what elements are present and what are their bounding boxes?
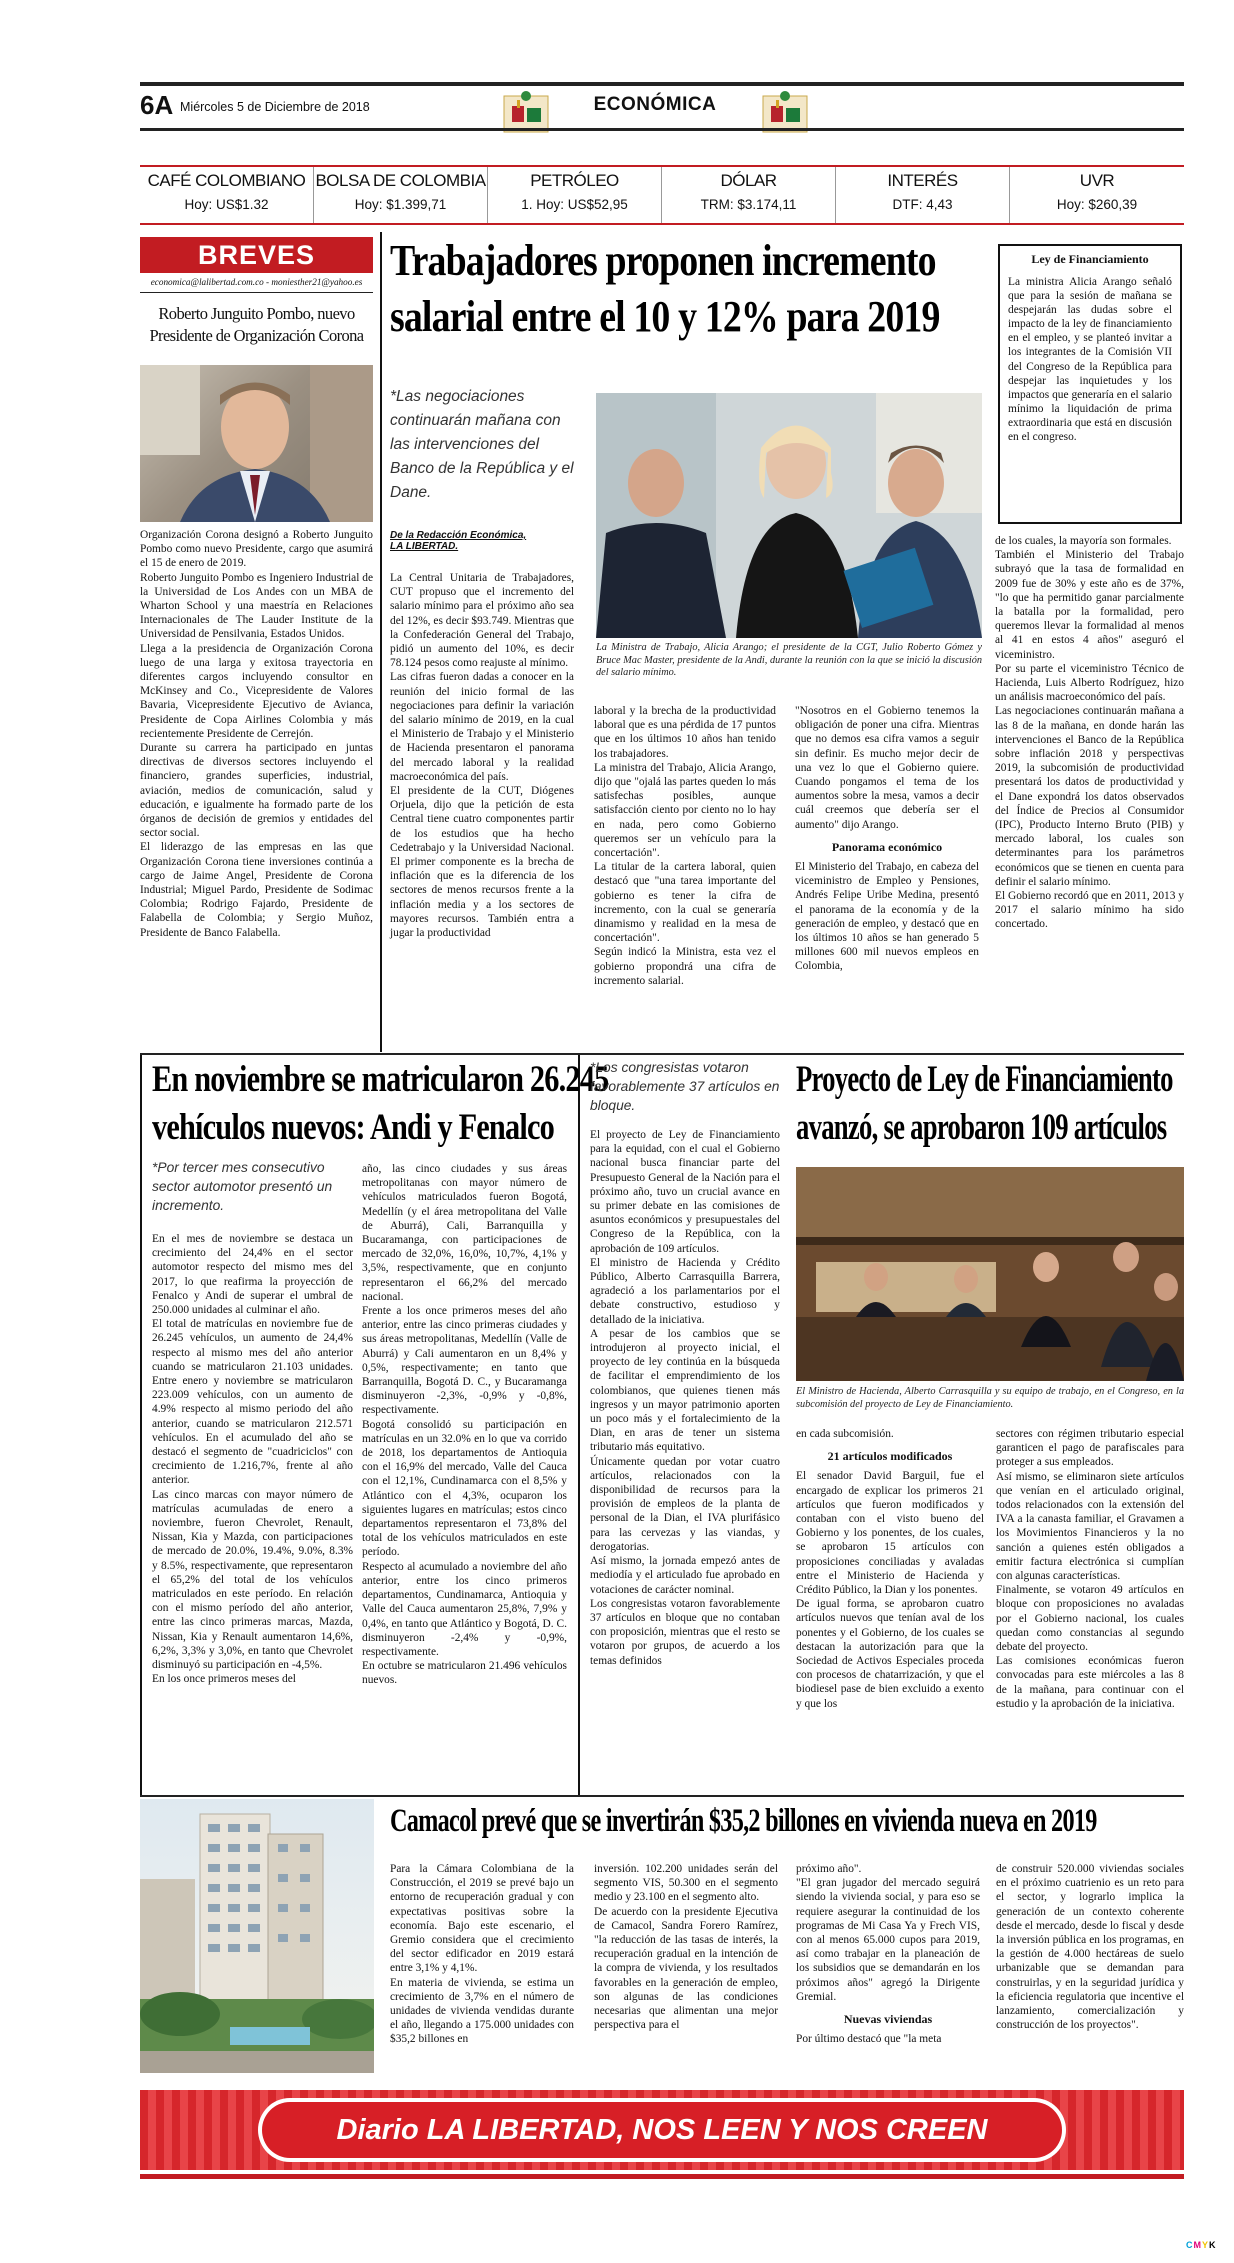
market-interes: INTERÉS DTF: 4,43 xyxy=(836,167,1010,223)
section-rule xyxy=(140,1053,1184,1055)
story1-caption: La Ministra de Trabajo, Alicia Arango; el presidente de la CGT, Julio Roberto Gómez y Bruce Mac Master, presidente de la Andi, durante la reunión con la que se inició la discusión del salario mínimo. xyxy=(596,642,982,678)
promo-banner xyxy=(140,2090,1184,2170)
breves-email[interactable]: economica@lalibertad.com.co - moniesther21@yahoo.es xyxy=(150,277,363,287)
banner-pill xyxy=(258,2098,1066,2162)
story1-byline: De la Redacción Económica, LA LIBERTAD. xyxy=(390,530,527,552)
section-rule xyxy=(140,1795,1184,1797)
column-divider xyxy=(578,1055,580,1795)
page-number: 6A xyxy=(140,90,174,120)
story3-subhead: 21 artículos modificados xyxy=(827,1449,953,1464)
header-rule xyxy=(140,128,1184,131)
story2-headline-1: En noviembre se matricularon 26.245 xyxy=(152,1059,609,1100)
breves-body: Organización Corona designó a Roberto Junguito Pombo como nuevo Presidente, cargo que asumirá el 15 de enero de 2019. Roberto Junguito Pombo es Ingeniero Industrial de la Universidad de Los Andes con un MBA de Wharton School y una maestría en Relaciones Internacionales de The Lauder Institute de la Universidad de Pensilvania, Estados Unidos. Llega a la presidencia de Organización Corona luego de una larga y exitosa trayectoria en diferentes cargos incluyendo consultor en McKinsey and Co., Vicepresidente de Valores Bavaria, Vicepresidente Ejecutivo de Avianca, Presidente de Copa Airlines Colombia y más recientemente Presidente de Cerrejón. Durante su carrera ha participado en juntas directivas de diversos sectores incluyendo el financiero, grandes superficies, industrial, aviación, medios de comunicación, salud y educación, e igualmente ha formado parte de los órganos de decisión de gremios y entidades del sector social. El liderazgo de las empresas en las que Organización Corona tiene inversiones continúa a cargo de Jaime Angel, Presidente de Corona Industrial; Miguel Pardo, Presidente de Sodimac Colombia; Rodrigo Fajardo, Presidente de Falabella de Colombia; y Sergio Muñoz, Presidente de Banco Falabella. xyxy=(140,529,373,939)
story3-dek: *Los congresistas votaron favorablemente 37 artículos en bloque. xyxy=(590,1060,780,1113)
column-divider xyxy=(140,1055,142,1795)
story4-column-4: de construir 520.000 viviendas sociales en el próximo cuatrienio es un reto para el sector, y lograrlo implica la generación de un contexto coherente desde el mercado, desde lo fiscal y desde la inversión pública en los programas, en la gestión de 4.000 hectáreas de suelo urbanizable que se demandan para construirlas, y en la seguridad jurídica y la eficiencia regulatoria que incentive el lanzamiento, comercialización y construcción de los proyectos". xyxy=(996,1863,1184,2032)
story2-headline-2: vehículos nuevos: Andi y Fenalco xyxy=(152,1107,554,1148)
story2-column-2: año, las cinco ciudades y sus áreas metropolitanas con mayor número de vehículos matriculados fueron Bogotá, Medellín (y el área metropolitana del Valle de Aburrá), Cali, Barranquilla y Bucaramanga, con participaciones de mercado de 32,0%, 16,0%, 10,7%, 4,1% y 3,5%, respectivamente, que en conjunto representaron el 66,2% del mercado nacional. Frente a los once primeros meses del año anterior, entre las cinco primeras ciudades y sus áreas metropolitanas, Medellín (Valle de Aburrá) y Cali aumentaron en un 8,4% y 0,5%, respectivamente; en tanto que Barranquilla, Bogotá D. C., y Bucaramanga disminuyeron -2,3%, -0,9% y -0,8%, respectivamente. Bogotá consolidó su participación en matrículas en un 32.0% en lo que va corrido de 2018, los departamentos de Antioquia con el 16,9% del mercado, Valle del Cauca con el 12,1%, Cundinamarca con el 8,5% y Atlántico con el 4,3%, ocuparon los siguientes lugares en matrículas; estos cinco departamentos representaron el 73,8% del total de los vehículos matriculados en este período. Respecto al acumulado a noviembre del año anterior, entre los cinco primeros departamentos, Cundinamarca, Antioquia y Valle del Cauca aumentaron 25,8%, 7,9% y 0,4%, en tanto que Atlántico y Bogotá, D. C. disminuyeron -2,4% y -0,9%, respectivamente. En octubre se matricularon 21.496 vehículos nuevos. xyxy=(362,1163,567,1687)
box-body: La ministra Alicia Arango señaló que para la sesión de mañana se despejarán las dudas sobre el impacto de la ley de financiamiento en el empleo, y se planteó invitar a los integrantes de la Comisión VII del Congreso de la República para despejar las inquietudes y los impactos que generaría en el salario mínimo la liquidación de prima extraordinaria que está en discusión en el congreso. xyxy=(1008,276,1172,444)
breves-title: Roberto Junguito Pombo, nuevo Presidente de Organización Corona xyxy=(149,304,364,345)
box-title: Ley de Financiamiento xyxy=(1031,252,1149,266)
story1-headline-1: Trabajadores proponen incremento xyxy=(390,236,936,285)
story4-headline: Camacol prevé que se invertirán $35,2 billones en vivienda nueva en 2019 xyxy=(390,1803,1097,1839)
story1-subhead: Panorama económico xyxy=(831,839,943,854)
market-indicators xyxy=(140,165,1184,225)
market-bolsa: BOLSA DE COLOMBIA Hoy: $1.399,71 xyxy=(314,167,488,223)
bottom-rule xyxy=(140,2174,1184,2179)
story4-column-2: inversión. 102.200 unidades serán del segmento VIS, 50.300 en el segmento medio y 23.100 en el segmento alto. De acuerdo con la presidente Ejecutiva de Camacol, Sandra Forero Ramírez, "la reducción de las tasas de interés, la recuperación gradual en la intención de la compra de vivienda, y los resultados favorables en la generación de empleo, son algunas de las condiciones necesarias que alimentan una mejor perspectiva para el xyxy=(594,1863,778,2032)
top-rule xyxy=(140,82,1184,86)
building-photo xyxy=(140,1799,374,2073)
banner-text: Diario LA LIBERTAD, NOS LEEN Y NOS CREEN xyxy=(262,2102,1062,2158)
section-title: ECONÓMICA xyxy=(593,94,717,115)
story1-column-2: laboral y la brecha de la productividad laboral que es una pérdida de 17 puntos que en los últimos 10 años han tenido los trabajadores. La ministra del Trabajo, Alicia Arango, dijo que "ojalá las partes queden lo más satisfechas posibles, aunque satisfacción ciento por ciento no lo hay en nada, pero como Gobierno queremos ser un vehículo para la concertación". La titular de la cartera laboral, quien destacó que "una tarea importante del gobierno es tener la cifra de incremento, con la cual se generaría dinamismo y realidad en la mesa de concertación". Según indicó la Ministra, esta vez el gobierno propondrá una cifra de incremento salarial. xyxy=(594,705,776,987)
story2-dek: *Por tercer mes consecutivo sector automotor presentó un incremento. xyxy=(152,1160,333,1213)
story1-column-1: La Central Unitaria de Trabajadores, CUT propuso que el incremento del salario mínimo para el próximo año sea del 12%, es decir $93.749. Mientras que la Confederación General del Trabajo, pidió un aumento del 10%, es decir 78.124 pesos como reajuste al mínimo. Las cifras fueron dadas a conocer en la reunión del inicio formal de las negociaciones para definir la variación del salario mínimo de 2019, en la cual el Ministerio de Trabajo y el Ministerio de Hacienda presentaron el panorama del mercado laboral y la realidad macroeconómica del país. El presidente de la CUT, Diógenes Orjuela, dijo que la petición de esta Central tiene cuatro componentes partir de los estudios que ha hecho Cedetrabajo y la Universidad Nacional. El primer componente es la brecha de inflación que es la diferencia de los sectores de menos recursos frente a la inflación media y a los sectores de mayores recursos. También entra a jugar la productividad xyxy=(390,572,574,940)
story4-subhead: Nuevas viviendas xyxy=(843,2012,933,2027)
page-date: Miércoles 5 de Diciembre de 2018 xyxy=(180,100,370,114)
story1-headline-2: salarial entre el 10 y 12% para 2019 xyxy=(390,292,940,341)
market-dolar: DÓLAR TRM: $3.174,11 xyxy=(662,167,836,223)
market-cafe: CAFÉ COLOMBIANO Hoy: US$1.32 xyxy=(140,167,314,223)
congress-photo xyxy=(796,1167,1184,1381)
column-divider xyxy=(380,232,382,1052)
junguito-photo xyxy=(140,365,373,522)
story1-column-4: de los cuales, la mayoría son formales. También el Ministerio del Trabajo subrayó que la tasa de formalidad en 2009 fue de 30% y este año es de 37%, "lo que ha permitido ganar parcialmente la batalla por la formalidad, pero queremos llevar la formalidad al menos al 41 en estos 4 años" aseguró el viceministro. Por su parte el viceministro Técnico de Hacienda, Luis Alberto Rodríguez, hizo un análisis macroeconómico del país. Las negociaciones continuarán mañana a las 8 de la mañana, en donde harán las intervenciones el Banco de la República sobre inflación 2018 y perspectivas 2019, la subcomisión de productividad presentará los datos de productividad y el Dane expondrá los datos observados del Índice de Precios al Consumidor (IPC), Producto Interno Bruto (PIB) y mercado laboral, los cuales son determinantes para los parámetros económicos que se tienen en cuenta para definir el salario mínimo. El Gobierno recordó que en 2011, 2013 y 2017 el salario mínimo ha sido concertado. xyxy=(995,535,1184,931)
ley-financiamiento-box xyxy=(998,244,1182,524)
story4-column-3: próximo año". "El gran jugador del mercado seguirá siendo la vivienda social, y para eso se requiere asegurar la continuidad de los programas de Mi Casa Ya y Frech VIS, con al menos 65.000 cupos para 2019, así como trabajar en la planeación de los subsidios que se demandarán en los próximos años" agregó la Dirigente Gremial. Nuevas viviendas Por último destacó que "la meta xyxy=(796,1863,980,2046)
story2-column-1: En el mes de noviembre se destaca un crecimiento del 24,4% en el sector automotor respecto del mismo mes del 2017, lo que reafirma la proyección de Fenalco y Andi de superar el umbral de 250.000 unidades al culminar el año. El total de matrículas en noviembre fue de 26.245 vehículos, un aumento de 24,4% respecto al mismo mes del año anterior cuando se matricularon 21.103 unidades. Entre enero y noviembre se matricularon 223.009 vehículos, con un aumento de 4.9% respecto al mismo periodo del año anterior, cuando se matricularon 212.571 vehículos. En el acumulado del año se destacó el segmento de "cuadriciclos" con crecimiento de 1.216,7%, frente al año anterior. Las cinco marcas con mayor número de matrículas acumuladas de enero a noviembre, fueron Chevrolet, Renault, Nissan, Kia y Mazda, con participaciones de mercado de 20.0%, 19.4%, 9.0%, 8.3% y 8.5%, respectivamente, que representaron el 65,2% del total de los vehículos matriculados en este período. En relación con el mismo período del año anterior, entre las cinco primeras marcas, Mazda, Nissan, Kia y Renault aumentaron 14,6%, 6,2%, 3,3% y 3,0%, en tanto que Chevrolet disminuyó su participación en -4,5%. En los once primeros meses del xyxy=(152,1233,353,1686)
story3-column-3: sectores con régimen tributario especial garanticen el pago de parafiscales para proteger a sus empleados. Así mismo, se eliminaron siete artículos que venían en el articulado original, todos relacionados con la extensión del IVA a la canasta familiar, el Gravamen a los Movimientos Financieros y la no sanción a quienes estén obligados a emitir factura electrónica si cumplían con algunas características. Finalmente, se votaron 49 artículos en bloque con proposiciones no avaladas por el Gobierno nacional, los cuales quedan como constancias al segundo debate del proyecto. Las comisiones económicas fueron convocadas para este miércoles a las 8 de la mañana, para continuar con el estudio y la aprobación de la iniciativa. xyxy=(996,1428,1184,1710)
market-uvr: UVR Hoy: $260,39 xyxy=(1056,171,1138,212)
story3-column-1: El proyecto de Ley de Financiamiento para la equidad, con el cual el Gobierno nacional busca financiar parte del Presupuesto General de la Nación para el próximo año, tuvo un crucial avance en su primer debate en las comisiones de asuntos económicos y presupuestales del Congreso de la República, con la aprobación de 109 artículos. El ministro de Hacienda y Crédito Público, Alberto Carrasquilla Barrera, agradeció a los parlamentarios por el debate constructivo, estudioso y detallado de la iniciativa. A pesar de los cambios que se introdujeron al proyecto inicial, el proyecto de ley continúa en la búsqueda de facilitar el emprendimiento de los colombianos, que quienes tienen más ingresos y un mayor patrimonio aporten un poco más y el fortalecimiento de la Dian, en aras de tener un sistema tributario más equitativo. Únicamente quedan por votar cuatro artículos, relacionados con la disponibilidad de recursos para la provisión de empleos de la planta de personal de la Dian, el IVA plurifásico para las cervezas y las viandas, y derogatorias. Así mismo, la jornada empezó antes de mediodía y el articulado fue aprobado en votaciones de carácter nominal. Los congresistas votaron favorablemente 37 artículos en bloque que no contaban con proposición, mientras que el resto se votaron por grupos, de acuerdo a los temas definidos xyxy=(590,1129,780,1667)
breves-rule xyxy=(140,292,373,293)
story3-headline-2: avanzó, se aprobaron 109 artículos xyxy=(796,1107,1167,1148)
story4-column-1: Para la Cámara Colombiana de la Construcción, el 2019 se prevé bajo un entorno de recuperación gradual y con expectativas positivas sobre la economía. Bajo este escenario, el Gremio considera que el crecimiento del sector edificador en 2019 estará entre 3,1% y 4,1%. En materia de vivienda, se estima un crecimiento de 3,7% en el número de unidades de vivienda vendidas durante el año, llegando a 175.000 unidades con $35,2 billones en xyxy=(390,1863,574,2046)
story1-dek: *Las negociaciones continuarán mañana con las intervenciones del Banco de la República y el Dane. xyxy=(390,388,574,501)
negotiation-photo xyxy=(596,393,982,638)
story3-headline-1: Proyecto de Ley de Financiamiento xyxy=(796,1059,1173,1100)
breves-label: BREVES xyxy=(140,237,373,273)
story3-column-2: en cada subcomisión. 21 artículos modificados El senador David Barguil, fue el encargado de explicar los primeros 21 artículos que fueron modificados y contaban con el visto bueno del Gobierno y los ponentes, de los cuales, se aprobaron 15 artículos con proposiciones conciliadas y avaladas entre el Ministerio de Hacienda y Crédito Público, la Dian y los ponentes. De igual forma, se aprobaron cuatro artículos nuevos que tenían aval de los ponentes y el Gobierno, de los cuales se destacan la autorización para que la Sociedad de Activos Especiales proceda con procesos de chatarrización, y que el biodiesel pase de bien excluido a exento y que los xyxy=(796,1428,984,1710)
market-petroleo: PETRÓLEO 1. Hoy: US$52,95 xyxy=(488,167,662,223)
story1-column-3: "Nosotros en el Gobierno tenemos la obligación de poner una cifra. Mientras que no demos esa cifra vamos a seguir sin definir. Es mucho mejor decir de una vez lo que el Gobierno quiere. Cuando pongamos el tema de los aumentos sobre la mesa, vamos a decir cuál creemos que debería ser el aumento" dijo Arango. Panorama económico El Ministerio del Trabajo, en cabeza del viceministro de Empleo y Pensiones, Andrés Felipe Uribe Medina, presentó el panorama de la economía y de la generación de empleo, y destacó que en los últimos 10 años se han generado 5 millones 600 mil nuevos empleos en Colombia, xyxy=(795,705,979,973)
cmyk-mark: CMYK xyxy=(1186,2240,1217,2250)
story3-caption: El Ministro de Hacienda, Alberto Carrasquilla y su equipo de trabajo, en el Congreso, en la subcomisión del proyecto de Ley de Financiamiento. xyxy=(796,1386,1184,1410)
